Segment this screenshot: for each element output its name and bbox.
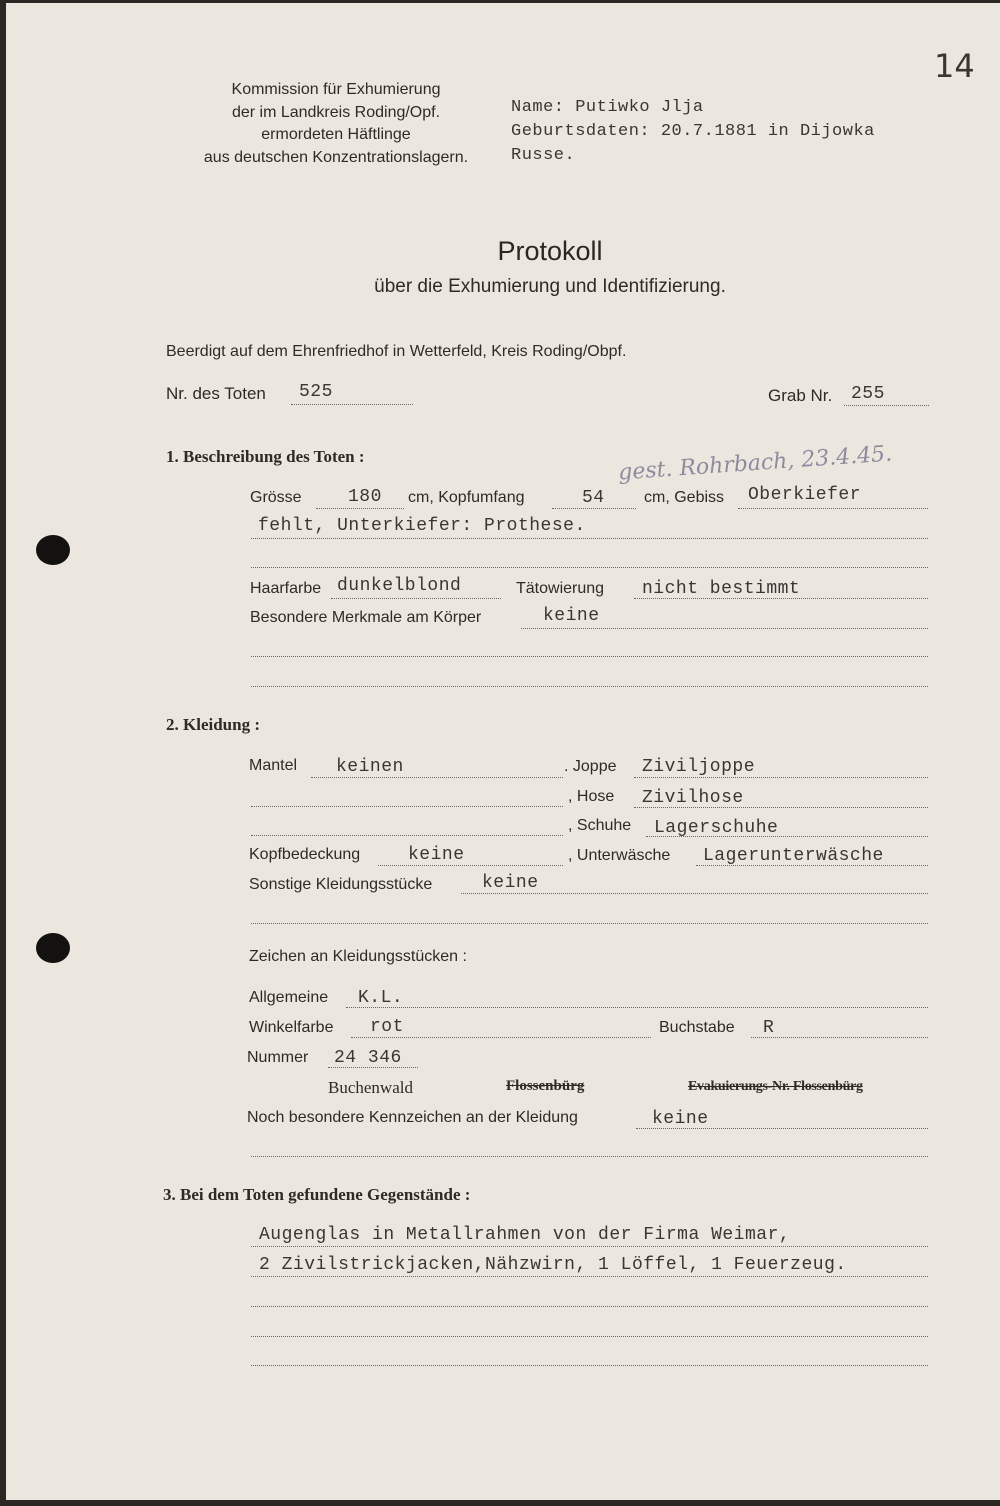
triangle-color-label: Winkelfarbe: [249, 1019, 334, 1036]
jacket-label: . Joppe: [564, 758, 617, 775]
special-marks-label: Noch besondere Kennzeichen an der Kleidung: [247, 1109, 578, 1126]
other-clothing-value: keine: [482, 873, 539, 893]
teeth-line: [738, 508, 928, 509]
commission-header: [176, 79, 496, 169]
marks-line: [521, 628, 928, 629]
evacuation-number: Evakuierungs-Nr. Flossenbürg: [688, 1079, 863, 1094]
blank-coat-line: [251, 806, 563, 807]
blank-line-6: [251, 1306, 928, 1307]
other-clothing-line: [461, 893, 928, 894]
height-line: [316, 508, 404, 509]
grave-number-value: 255: [851, 384, 885, 404]
coat-label: Mantel: [249, 757, 298, 774]
number-label: Nummer: [247, 1049, 309, 1066]
underwear-line: [696, 865, 928, 866]
grave-number-line: [844, 405, 929, 406]
special-marks-line: [636, 1128, 928, 1129]
jacket-value: Ziviljoppe: [642, 757, 756, 777]
blank-line-2: [251, 656, 928, 657]
trousers-line: [634, 807, 928, 808]
general-line: [346, 1007, 928, 1008]
shoes-label: , Schuhe: [568, 817, 632, 834]
teeth-value: Oberkiefer: [748, 485, 862, 505]
headwear-label: Kopfbedeckung: [249, 846, 361, 863]
letter-label: Buchstabe: [659, 1019, 735, 1036]
triangle-color-line: [351, 1037, 651, 1038]
underwear-value: Lagerunterwäsche: [703, 846, 884, 866]
blank-line-3: [251, 686, 928, 687]
section2-heading: 2. Kleidung :: [166, 715, 260, 734]
dead-number-label: Nr. des Toten: [166, 384, 266, 403]
page-title: Protokoll: [497, 236, 603, 266]
head-size-label: cm, Kopfumfang: [408, 489, 525, 506]
camp-flossenbuerg: Flossenbürg: [506, 1078, 585, 1094]
hair-label: Haarfarbe: [250, 580, 322, 597]
signs-label: Zeichen an Kleidungsstücken :: [249, 948, 467, 965]
letter-line: [751, 1037, 928, 1038]
found-items-rule-1: [251, 1246, 928, 1247]
burial-line: Beerdigt auf dem Ehrenfriedhof in Wetterfeld, Kreis Roding/Obpf.: [166, 343, 627, 360]
blank-line-5: [251, 1156, 928, 1157]
head-size-line: [552, 508, 636, 509]
teeth-continuation: fehlt, Unterkiefer: Prothese.: [258, 516, 586, 536]
tattoo-line: [634, 598, 928, 599]
dead-number-line: [291, 404, 413, 405]
number-line: [328, 1067, 418, 1068]
page-subtitle: über die Exhumierung und Identifizierung.: [374, 276, 726, 297]
special-marks-value: keine: [652, 1109, 709, 1129]
other-clothing-label: Sonstige Kleidungsstücke: [249, 876, 433, 893]
section3-heading: 3. Bei dem Toten gefundene Gegenstände :: [163, 1185, 471, 1204]
coat-value: keinen: [336, 757, 404, 777]
grave-number-label: Grab Nr.: [768, 386, 833, 405]
tattoo-value: nicht bestimmt: [642, 579, 801, 599]
blank-line-7: [251, 1336, 928, 1337]
commission-line: aus deutschen Konzentrationslagern.: [203, 148, 469, 166]
found-items-line-2: 2 Zivilstrickjacken,Nähzwirn, 1 Löffel, 1 Feuerzeug.: [259, 1255, 847, 1275]
trousers-label: , Hose: [568, 788, 615, 805]
punch-hole-top: [36, 535, 70, 565]
letter-value: R: [763, 1018, 775, 1038]
handwritten-death-note: gest. Rohrbach, 23.4.45.: [617, 441, 893, 486]
hair-line: [331, 598, 501, 599]
underwear-label: , Unterwäsche: [568, 847, 671, 864]
person-nationality: Russe.: [511, 146, 576, 165]
person-block: [511, 96, 875, 168]
height-label: Grösse: [250, 489, 302, 506]
camp-buchenwald: Buchenwald: [328, 1078, 413, 1097]
person-name: Name: Putiwko Jlja: [511, 98, 704, 117]
person-birth: Geburtsdaten: 20.7.1881 in Dijowka: [511, 122, 875, 141]
blank-line-8: [251, 1365, 928, 1366]
found-items-line-1: Augenglas in Metallrahmen von der Firma Weimar,: [259, 1225, 791, 1245]
page-number: 14: [934, 47, 975, 85]
tattoo-label: Tätowierung: [516, 580, 605, 597]
number-value: 24 346: [334, 1048, 402, 1068]
shoes-line: [646, 836, 928, 837]
shoes-value: Lagerschuhe: [654, 818, 779, 838]
blank-coat-line-2: [251, 835, 563, 836]
head-size-value: 54: [582, 488, 605, 508]
dead-number-value: 525: [299, 382, 333, 402]
marks-label: Besondere Merkmale am Körper: [250, 609, 482, 626]
coat-line: [311, 777, 563, 778]
general-label: Allgemeine: [249, 989, 329, 1006]
headwear-line: [378, 865, 563, 866]
height-value: 180: [348, 487, 382, 507]
general-value: K.L.: [358, 988, 404, 1008]
marks-value: keine: [543, 606, 600, 626]
trousers-value: Zivilhose: [642, 788, 744, 808]
triangle-color-value: rot: [370, 1017, 404, 1037]
blank-line-4: [251, 923, 928, 924]
section1-heading: 1. Beschreibung des Toten :: [166, 447, 365, 466]
jacket-line: [634, 777, 928, 778]
commission-line: Kommission für Exhumierung: [231, 81, 441, 98]
headwear-value: keine: [408, 845, 465, 865]
commission-line: ermordeten Häftlinge: [261, 126, 411, 143]
hair-value: dunkelblond: [337, 576, 462, 596]
found-items-rule-2: [251, 1276, 928, 1277]
commission-line: der im Landkreis Roding/Opf.: [231, 103, 441, 121]
blank-line-1: [251, 567, 928, 568]
punch-hole-bottom: [36, 933, 70, 963]
teeth-cont-line: [251, 538, 928, 539]
teeth-label: cm, Gebiss: [644, 489, 725, 506]
